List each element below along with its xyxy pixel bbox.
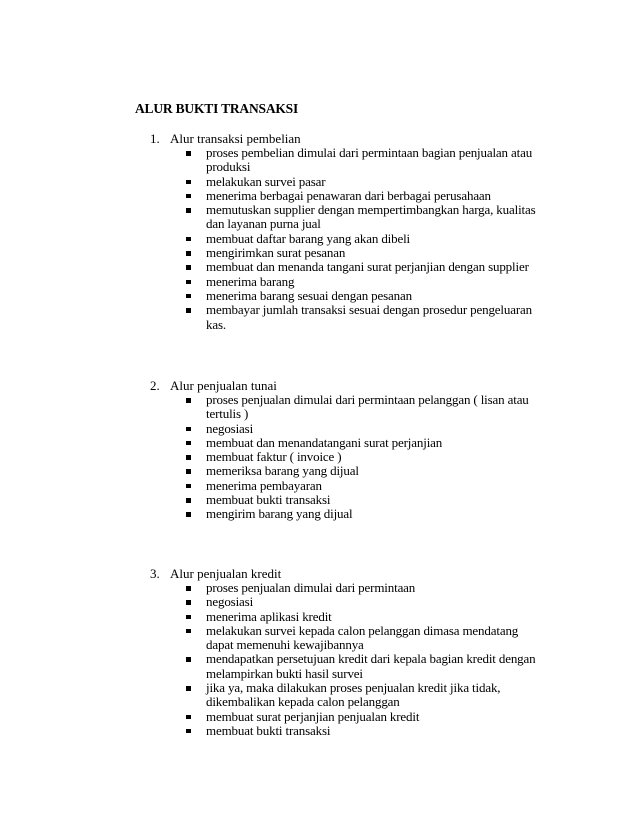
- section-number: 3.: [150, 566, 160, 581]
- section-number: 2.: [150, 378, 160, 393]
- list-item: mengirim barang yang dijual: [0, 507, 546, 521]
- list-item: proses penjualan dimulai dari permintaan pelanggan ( lisan atau tertulis ): [0, 393, 546, 422]
- bullet-list: [0, 146, 638, 332]
- bullet-list: [0, 581, 638, 738]
- square-bullet-icon: [186, 441, 191, 446]
- square-bullet-icon: [186, 600, 191, 605]
- list-item: memutuskan supplier dengan mempertimbangkan harga, kualitas dan layanan purna jual: [0, 203, 546, 232]
- list-item: jika ya, maka dilakukan proses penjualan kredit jika tidak, dikembalikan kepada calon pelanggan: [0, 681, 546, 710]
- document-title: ALUR BUKTI TRANSAKSI: [135, 101, 299, 116]
- square-bullet-icon: [186, 484, 191, 489]
- square-bullet-icon: [186, 657, 191, 662]
- list-item: mengirimkan surat pesanan: [0, 246, 546, 260]
- square-bullet-icon: [186, 237, 191, 242]
- list-item: membuat dan menanda tangani surat perjanjian dengan supplier: [0, 260, 546, 274]
- section-heading: [150, 378, 277, 393]
- square-bullet-icon: [186, 512, 191, 517]
- list-item: proses pembelian dimulai dari permintaan bagian penjualan atau produksi: [0, 146, 546, 175]
- list-item: membuat daftar barang yang akan dibeli: [0, 232, 546, 246]
- list-item: memeriksa barang yang dijual: [0, 464, 546, 478]
- list-item: membuat bukti transaksi: [0, 493, 546, 507]
- list-item: membayar jumlah transaksi sesuai dengan prosedur pengeluaran kas.: [0, 303, 546, 332]
- section-heading: [150, 566, 281, 581]
- list-item: negosiasi: [0, 422, 546, 436]
- list-item: menerima barang sesuai dengan pesanan: [0, 289, 546, 303]
- square-bullet-icon: [186, 180, 191, 185]
- section-heading: [150, 131, 301, 146]
- square-bullet-icon: [186, 715, 191, 720]
- square-bullet-icon: [186, 686, 191, 691]
- list-item: mendapatkan persetujuan kredit dari kepala bagian kredit dengan melampirkan bukti hasil survei: [0, 652, 546, 681]
- square-bullet-icon: [186, 455, 191, 460]
- square-bullet-icon: [186, 615, 191, 620]
- list-item: membuat bukti transaksi: [0, 724, 546, 738]
- square-bullet-icon: [186, 498, 191, 503]
- square-bullet-icon: [186, 194, 191, 199]
- list-item: proses penjualan dimulai dari permintaan: [0, 581, 546, 595]
- square-bullet-icon: [186, 469, 191, 474]
- square-bullet-icon: [186, 280, 191, 285]
- list-item: menerima aplikasi kredit: [0, 610, 546, 624]
- square-bullet-icon: [186, 398, 191, 403]
- square-bullet-icon: [186, 427, 191, 432]
- square-bullet-icon: [186, 294, 191, 299]
- square-bullet-icon: [186, 151, 191, 156]
- square-bullet-icon: [186, 729, 191, 734]
- square-bullet-icon: [186, 208, 191, 213]
- list-item: membuat dan menandatangani surat perjanjian: [0, 436, 546, 450]
- section-heading-text: Alur transaksi pembelian: [170, 131, 301, 146]
- bullet-list: [0, 393, 638, 522]
- list-item: melakukan survei kepada calon pelanggan dimasa mendatang dapat memenuhi kewajibannya: [0, 624, 546, 653]
- section-heading-text: Alur penjualan kredit: [170, 566, 282, 581]
- square-bullet-icon: [186, 586, 191, 591]
- section-heading-text: Alur penjualan tunai: [170, 378, 277, 393]
- section-number: 1.: [150, 131, 160, 146]
- list-item: membuat surat perjanjian penjualan kredit: [0, 710, 546, 724]
- list-item: menerima pembayaran: [0, 479, 546, 493]
- list-item: negosiasi: [0, 595, 546, 609]
- square-bullet-icon: [186, 265, 191, 270]
- list-item: menerima berbagai penawaran dari berbagai perusahaan: [0, 189, 546, 203]
- square-bullet-icon: [186, 308, 191, 313]
- square-bullet-icon: [186, 251, 191, 256]
- list-item: menerima barang: [0, 275, 546, 289]
- square-bullet-icon: [186, 629, 191, 634]
- list-item: melakukan survei pasar: [0, 175, 546, 189]
- list-item: membuat faktur ( invoice ): [0, 450, 546, 464]
